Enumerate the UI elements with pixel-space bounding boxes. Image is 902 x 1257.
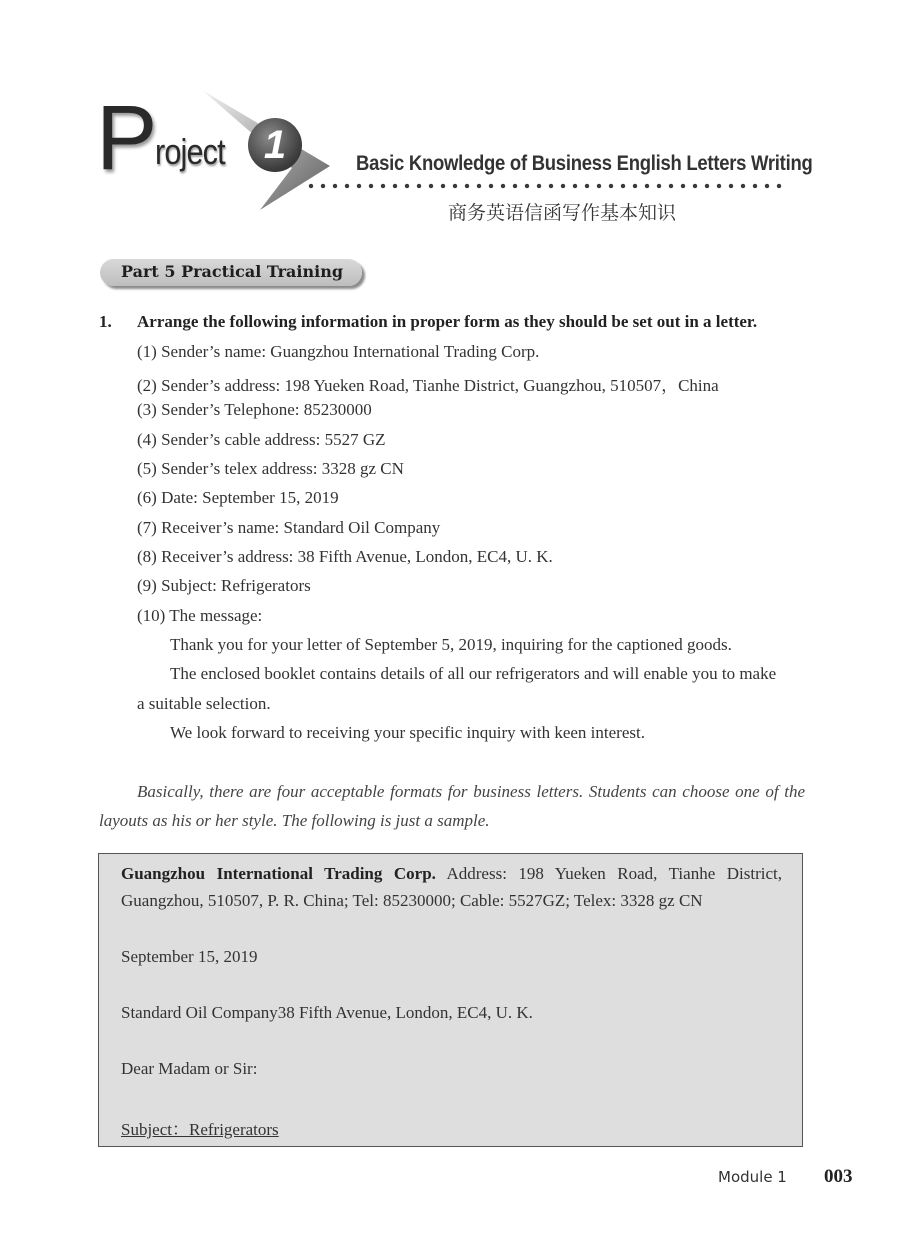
- info-item: (4) Sender’s cable address: 5527 GZ: [137, 430, 386, 449]
- sample-company-details: Address: 198 Yueken Road, Tianhe District, Guangzhou, 510507, P. R. China; Tel: 85230000; Cable: 5527GZ; Telex: 3328 gz CN: [121, 864, 782, 910]
- info-item: (6) Date: September 15, 2019: [137, 488, 339, 507]
- header-title-cn: 商务英语信函写作基本知识: [448, 202, 677, 224]
- header-title-en: Basic Knowledge of Business English Letters Writing: [356, 152, 813, 175]
- info-item: (8) Receiver’s address: 38 Fifth Avenue, London, EC4, U. K.: [137, 547, 553, 566]
- message-line: We look forward to receiving your specific inquiry with keen interest.: [170, 723, 645, 742]
- question-text: Arrange the following information in proper form as they should be set out in a letter.: [137, 312, 758, 331]
- info-item: (10) The message:: [137, 606, 263, 625]
- message-line: The enclosed booklet contains details of all our refrigerators and will enable you to make: [170, 664, 777, 683]
- info-item: (3) Sender’s Telephone: 85230000: [137, 400, 372, 419]
- message-line: a suitable selection.: [137, 694, 271, 713]
- info-item: (9) Subject: Refrigerators: [137, 576, 311, 595]
- project-big-letter: P: [96, 87, 158, 189]
- intro-paragraph: Basically, there are four acceptable formats for business letters. Students can choose one of the layouts as his or her style. The following is just a sample.: [99, 782, 805, 830]
- sample-salutation: Dear Madam or Sir:: [121, 1059, 258, 1078]
- message-line: Thank you for your letter of September 5, 2019, inquiring for the captioned goods.: [170, 635, 732, 654]
- info-item: (1) Sender’s name: Guangzhou International Trading Corp.: [137, 342, 540, 361]
- info-item: (5) Sender’s telex address: 3328 gz CN: [137, 459, 404, 478]
- sample-date: September 15, 2019: [121, 947, 258, 966]
- info-item: (7) Receiver’s name: Standard Oil Company: [137, 518, 441, 537]
- question-number: 1.: [99, 312, 112, 331]
- footer-module-label: Module 1: [718, 1168, 787, 1186]
- sample-letterhead: [121, 860, 782, 914]
- header-dotted-rule: [305, 182, 785, 190]
- sample-receiver: Standard Oil Company38 Fifth Avenue, London, EC4, U. K.: [121, 1003, 533, 1022]
- project-number-badge: 1: [248, 118, 302, 172]
- project-word: roject: [155, 131, 225, 172]
- part-label-text: Part 5 Practical Training: [121, 262, 344, 281]
- sample-subject: Subject：Refrigerators: [121, 1120, 279, 1139]
- page-number: 003: [824, 1166, 853, 1187]
- info-item: (2) Sender’s address: 198 Yueken Road, Tianhe District, Guangzhou, 510507，China: [137, 376, 719, 395]
- sample-company-name: Guangzhou International Trading Corp.: [121, 864, 436, 883]
